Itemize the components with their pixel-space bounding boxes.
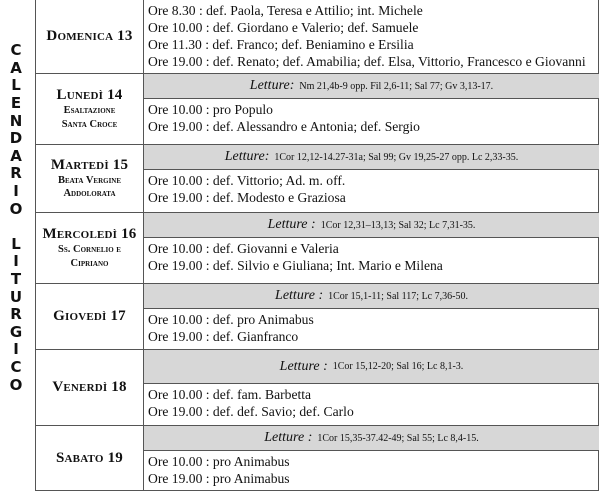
sidebar-letter: O [9,375,23,394]
day-details [144,213,599,283]
day-cell [36,145,144,212]
mass-times [144,238,599,274]
day-subtitle: Beata Vergine [57,174,122,186]
letture-bar [144,284,599,309]
sidebar-letter: G [9,322,23,341]
mass-line: Ore 19.00 : def. Alessandro e Antonia; def. Sergio [148,119,420,134]
mass-line: Ore 10.00 : def. Giordano e Valerio; def. Samuele [148,20,419,35]
day-name: Giovedì 17 [53,308,126,324]
mass-line: Ore 19.00 : def. def. Savio; def. Carlo [148,404,354,419]
sidebar-letter: T [10,270,22,289]
mass-line: Ore 19.00 : def. Silvio e Giuliana; Int. Mario e Milena [148,258,443,273]
mass-line: Ore 19.00 : pro Animabus [148,471,290,486]
sidebar-letter: R [10,164,22,183]
mass-line: Ore 10.00 : def. pro Animabus [148,312,314,327]
day-cell [36,284,144,349]
sidebar-letter: C [10,41,22,60]
day-cell [36,213,144,283]
mass-line: Ore 19.00 : def. Gianfranco [148,329,299,344]
letture-refs: 1Cor 15,35-37.42-49; Sal 55; Lc 8,4-15. [317,432,479,444]
mass-line: Ore 10.00 : pro Populo [148,102,273,117]
day-details [144,0,599,73]
day-row-lunedi [36,73,599,144]
liturgical-calendar-table [35,0,599,491]
letture-refs: 1Cor 12,12-14.27-31a; Sal 99; Gv 19,25-27 opp. Lc 2,33-35. [274,151,519,163]
sidebar-letter: U [9,287,23,306]
calendario-liturgico-vertical-title [0,0,32,492]
day-name: Sabato 19 [56,450,123,466]
day-name: Lunedì 14 [56,87,123,104]
letture-label: Letture : [267,217,316,232]
sidebar-letter: E [10,94,22,113]
mass-line: Ore 10.00 : def. Vittorio; Ad. m. off. [148,173,346,188]
letture-bar [144,213,599,238]
day-subtitle: Esaltazione [63,105,116,117]
mass-times [144,451,599,487]
mass-line: Ore 19.00 : def. Modesto e Graziosa [148,190,346,205]
mass-line: Ore 10.00 : def. Giovanni e Valeria [148,241,339,256]
day-row-martedi [36,144,599,212]
day-subtitle: Santa Croce [61,118,118,130]
letture-bar [144,350,599,384]
mass-times [144,0,599,70]
sidebar-letter: I [13,340,19,359]
letture-label: Letture : [275,288,324,303]
letture-label: Letture: [249,78,295,93]
day-cell [36,0,144,73]
day-row-giovedi [36,283,599,349]
letture-refs: 1Cor 15,1-11; Sal 117; Lc 7,36-50. [328,290,468,302]
day-row-mercoledi [36,212,599,283]
day-details [144,426,599,491]
letture-bar [144,74,599,99]
letture-bar [144,145,599,170]
sidebar-letter: A [10,58,22,77]
mass-line: Ore 11.30 : def. Franco; def. Beniamino e Ersilia [148,37,414,52]
day-cell [36,426,144,491]
letture-label: Letture : [264,430,313,445]
day-name: Venerdì 18 [52,379,127,395]
sidebar-letter: R [10,305,22,324]
sidebar-letter: I [13,252,19,271]
day-details [144,145,599,212]
letture-refs: 1Cor 15,12-20; Sal 16; Lc 8,1-3. [332,361,464,372]
day-cell [36,74,144,144]
mass-times [144,309,599,345]
day-subtitle: Cipriano [70,257,109,269]
sidebar-letter: L [11,76,21,95]
sidebar-letter: L [11,234,21,253]
mass-line: Ore 19.00 : def. Renato; def. Amabilia; def. Elsa, Vittorio, Francesco e Giovanni [148,54,586,69]
day-name: Martedì 15 [50,156,129,173]
sidebar-letter: A [10,146,22,165]
day-details [144,74,599,144]
mass-times [144,99,599,135]
day-subtitle: Addolorata [63,188,116,199]
letture-refs: Nm 21,4b-9 opp. Fil 2,6-11; Sal 77; Gv 3,13-17. [299,80,494,92]
mass-line: Ore 10.00 : pro Animabus [148,454,290,469]
day-details [144,284,599,349]
day-details [144,350,599,425]
sidebar-letter: I [13,182,19,201]
sidebar-letter: O [9,199,23,218]
day-cell [36,350,144,425]
day-row-domenica [36,0,599,73]
letture-refs: 1Cor 12,31–13,13; Sal 32; Lc 7,31-35. [320,219,476,231]
mass-line: Ore 10.00 : def. fam. Barbetta [148,387,312,402]
letture-label: Letture: [224,149,270,164]
mass-line: Ore 8.30 : def. Paola, Teresa e Attilio; int. Michele [148,3,423,18]
day-subtitle: Ss. Cornelio e [58,244,121,256]
day-name: Domenica 13 [46,28,133,44]
day-name: Mercoledì 16 [42,226,137,243]
day-row-sabato [36,425,599,491]
letture-label: Letture : [279,358,328,374]
mass-times [144,170,599,206]
mass-times [144,384,599,420]
sidebar-letter: D [9,129,23,148]
sidebar-letter: N [9,111,23,130]
letture-bar [144,426,599,451]
sidebar-letter: C [10,357,22,376]
day-row-venerdi [36,349,599,425]
